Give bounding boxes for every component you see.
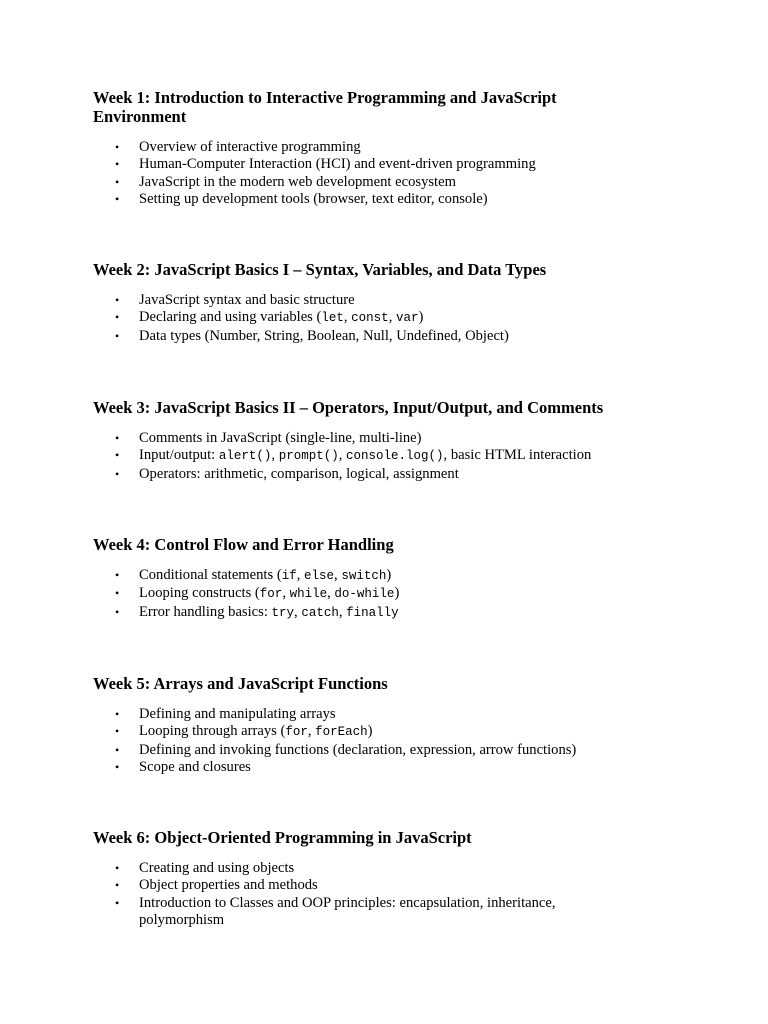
week-1-section [93, 88, 693, 208]
code-keyword: for [259, 587, 283, 602]
code-keyword: catch [301, 605, 339, 620]
bullet-icon: • [115, 466, 120, 481]
topic-item: • Overview of interactive programming [115, 139, 361, 155]
topic-item: • Error handling basics: try, catch, finally [115, 603, 399, 620]
bullet-icon: • [115, 604, 120, 619]
bullet-icon: • [115, 878, 120, 893]
topic-item: • Setting up development tools (browser, text editor, console) [115, 190, 488, 207]
code-keyword: do-while [334, 587, 395, 602]
code-keyword: finally [346, 605, 399, 620]
code-keyword: prompt() [278, 449, 339, 464]
bullet-icon: • [115, 586, 120, 601]
bullet-icon: • [115, 431, 120, 445]
bullet-icon: • [115, 742, 120, 757]
code-keyword: forEach [315, 725, 368, 740]
code-keyword: else [304, 569, 335, 583]
bullet-icon: • [115, 174, 120, 189]
week-4-section [93, 535, 693, 622]
topic-item: • Input/output: alert(), prompt(), console.log(), basic HTML interaction [115, 447, 592, 464]
week-3-section [93, 398, 693, 483]
week-1-topic-list [93, 139, 693, 208]
week-5-section [93, 674, 693, 776]
bullet-icon: • [115, 724, 120, 739]
code-keyword: try [271, 605, 295, 620]
bullet-icon: • [115, 191, 120, 206]
bullet-icon: • [115, 759, 120, 774]
bullet-icon: • [115, 293, 120, 307]
week-6-heading: Week 6: Object-Oriented Programming in JavaScript [93, 828, 472, 847]
topic-item: • JavaScript in the modern web development ecosystem [115, 173, 456, 190]
bullet-icon: • [115, 861, 120, 875]
topic-item: • Defining and invoking functions (declaration, expression, arrow functions) [115, 741, 577, 758]
code-keyword: if [281, 569, 297, 583]
code-keyword: switch [341, 569, 387, 583]
topic-item: • Conditional statements (if, else, switch) [115, 567, 392, 583]
week-5-topic-list [93, 706, 693, 776]
code-keyword: for [285, 725, 308, 740]
topic-item: • Declaring and using variables (let, const, var) [115, 309, 424, 326]
bullet-icon: • [115, 707, 120, 721]
bullet-icon: • [115, 157, 120, 172]
bullet-icon: • [115, 448, 120, 463]
week-4-heading: Week 4: Control Flow and Error Handling [93, 535, 394, 554]
week-2-topic-list [93, 292, 693, 345]
topic-item: • Human-Computer Interaction (HCI) and event-driven programming [115, 156, 536, 173]
bullet-icon: • [115, 328, 120, 343]
code-keyword: let [321, 311, 344, 326]
topic-item: • Introduction to Classes and OOP principles: encapsulation, inheritance, polymorphism [115, 894, 556, 928]
bullet-icon: • [115, 310, 120, 325]
week-5-heading: Week 5: Arrays and JavaScript Functions [93, 674, 388, 693]
code-keyword: console.log() [346, 449, 444, 464]
topic-item: • Object properties and methods [115, 877, 318, 894]
bullet-icon: • [115, 895, 120, 910]
topic-item: • Data types (Number, String, Boolean, Null, Undefined, Object) [115, 327, 509, 344]
week-2-heading: Week 2: JavaScript Basics I – Syntax, Variables, and Data Types [93, 260, 547, 279]
code-keyword: alert() [218, 449, 272, 464]
topic-item: • Looping through arrays (for, forEach) [115, 723, 373, 740]
week-2-section [93, 260, 693, 345]
week-3-heading: Week 3: JavaScript Basics II – Operators, Input/Output, and Comments [93, 398, 604, 417]
bullet-icon: • [115, 140, 120, 154]
code-keyword: while [289, 587, 328, 602]
topic-item: • Comments in JavaScript (single-line, multi-line) [115, 430, 422, 446]
topic-item: • Creating and using objects [115, 860, 295, 876]
code-keyword: var [395, 311, 419, 326]
topic-item: • Looping constructs (for, while, do-while) [115, 585, 400, 602]
bullet-icon: • [115, 568, 120, 582]
week-6-section [93, 828, 693, 929]
week-4-topic-list [93, 567, 693, 622]
topic-item: • Scope and closures [115, 758, 251, 775]
code-keyword: const [351, 311, 389, 326]
topic-item: • Operators: arithmetic, comparison, logical, assignment [115, 465, 459, 482]
week-1-heading: Week 1: Introduction to Interactive Programming and JavaScript Environment [93, 88, 557, 126]
week-3-topic-list [93, 430, 693, 483]
topic-item: • Defining and manipulating arrays [115, 706, 336, 722]
week-6-topic-list [93, 860, 593, 929]
topic-item: • JavaScript syntax and basic structure [115, 292, 355, 308]
